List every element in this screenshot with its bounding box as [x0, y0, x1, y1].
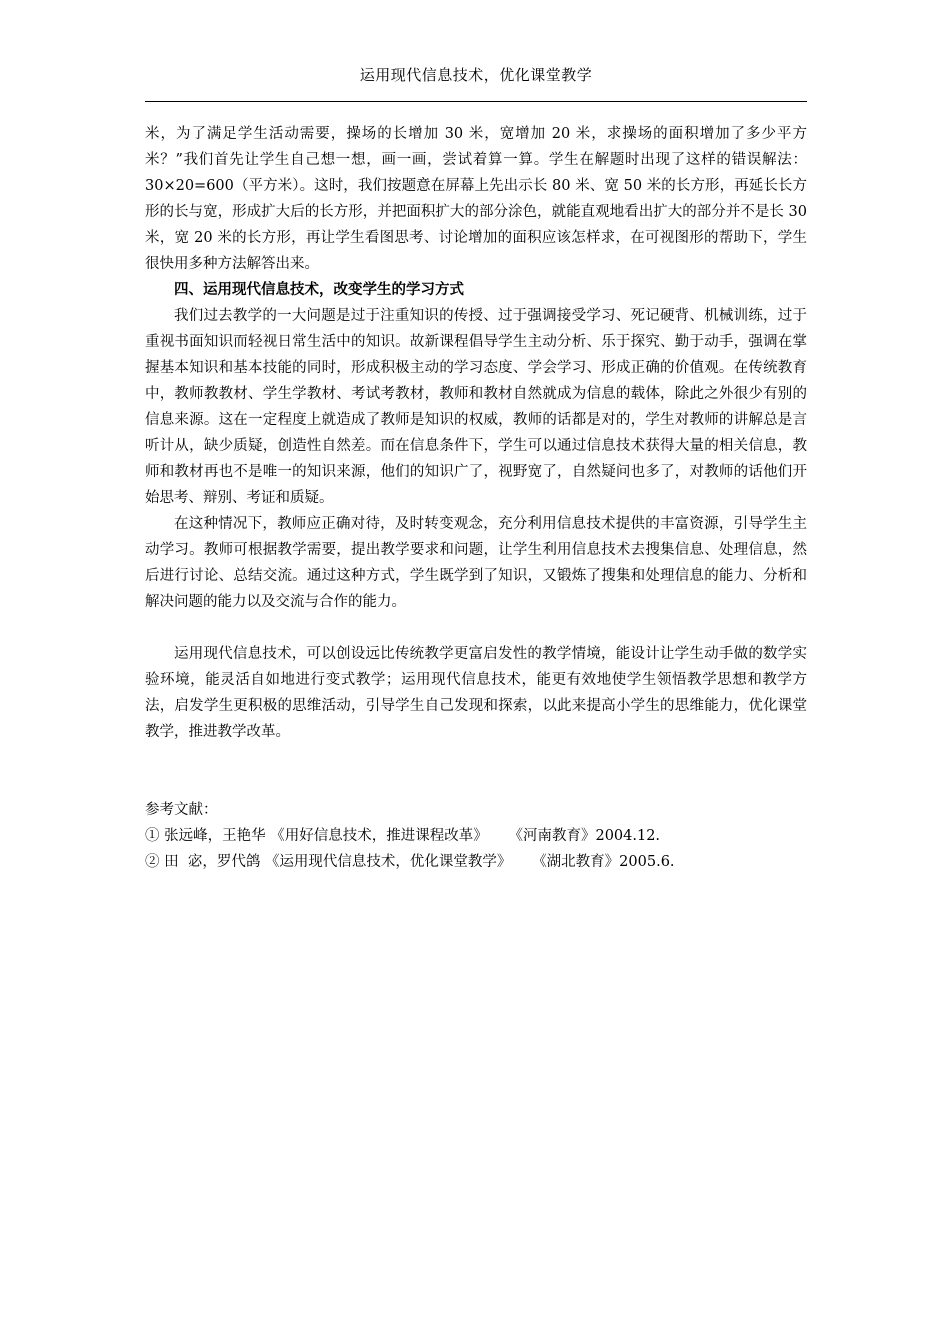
- running-header: 运用现代信息技术，优化课堂教学: [359, 66, 593, 84]
- reference-authors: 田 宓，罗代鸽: [164, 854, 261, 870]
- paragraph-conclusion: 运用现代信息技术，可以创设远比传统教学更富启发性的教学情境，能设计让学生动手做的数学实验环境，能灵活自如地进行变式教学；运用现代信息技术，能更有效地使学生领悟教学思想和教学方法，启发学生更积极的思维活动，引导学生自己发现和探索，以此来提高小学生的思维能力，优化课堂教学，推进教学改革。: [145, 646, 807, 740]
- document-body: [145, 121, 807, 875]
- reference-work: 《运用现代信息技术，优化课堂教学》: [264, 854, 512, 870]
- references-title: 参考文献：: [145, 802, 218, 818]
- reference-item-2: [145, 849, 807, 875]
- spacer: [145, 745, 807, 797]
- reference-marker: ①: [145, 828, 160, 844]
- spacer: [145, 615, 807, 641]
- reference-marker: ②: [145, 854, 160, 870]
- reference-journal: 《河南教育》2004.12.: [515, 828, 661, 844]
- paragraph-traditional-teaching: 我们过去教学的一大问题是过于注重知识的传授、过于强调接受学习、死记硬背、机械训练，过于重视书面知识而轻视日常生活中的知识。故新课程倡导学生主动分析、乐于探究、勤于动手，强调在掌握基本知识和基本技能的同时，形成积极主动的学习态度、学会学习、形成正确的价值观。在传统教育中，教师教教材、学生学教材、考试考教材，教师和教材自然就成为信息的载体，除此之外很少有别的信息来源。这在一定程度上就造成了教师是知识的权威，教师的话都是对的，学生对教师的讲解总是言听计从，缺少质疑，创造性自然差。而在信息条件下，学生可以通过信息技术获得大量的相关信息，教师和教材再也不是唯一的知识来源，他们的知识广了，视野宽了，自然疑问也多了，对教师的话他们开始思考、辩别、考证和质疑。: [145, 308, 807, 506]
- reference-work: 《用好信息技术，推进课程改革》: [270, 828, 488, 844]
- paragraph-continued: 米，为了满足学生活动需要，操场的长增加 30 米，宽增加 20 米，求操场的面积增加了多少平方米？”我们首先让学生自己想一想，画一画，尝试着算一算。学生在解题时出现了这样的错误解法：30×20=600（平方米）。这时，我们按题意在屏幕上先出示长 80 米、宽 50 米的长方形，再延长长方形的长与宽，形成扩大后的长方形，并把面积扩大的部分涂色，就能直观地看出扩大的部分并不是长 30 米，宽 20 米的长方形，再让学生看图思考、讨论增加的面积应该怎样求，在可视图形的帮助下，学生很快用多种方法解答出来。: [145, 126, 807, 272]
- header-rule: [145, 101, 807, 102]
- paragraph-teacher-response: 在这种情况下，教师应正确对待，及时转变观念，充分利用信息技术提供的丰富资源，引导学生主动学习。教师可根据教学需要，提出教学要求和问题，让学生利用信息技术去搜集信息、处理信息，然后进行讨论、总结交流。通过这种方式，学生既学到了知识，又锻炼了搜集和处理信息的能力、分析和解决问题的能力以及交流与合作的能力。: [145, 516, 807, 610]
- reference-journal: 《湖北教育》2005.6.: [539, 854, 675, 870]
- section-heading: 四、运用现代信息技术，改变学生的学习方式: [174, 282, 464, 298]
- reference-authors: 张远峰，王艳华: [164, 828, 266, 844]
- reference-item-1: [145, 823, 807, 849]
